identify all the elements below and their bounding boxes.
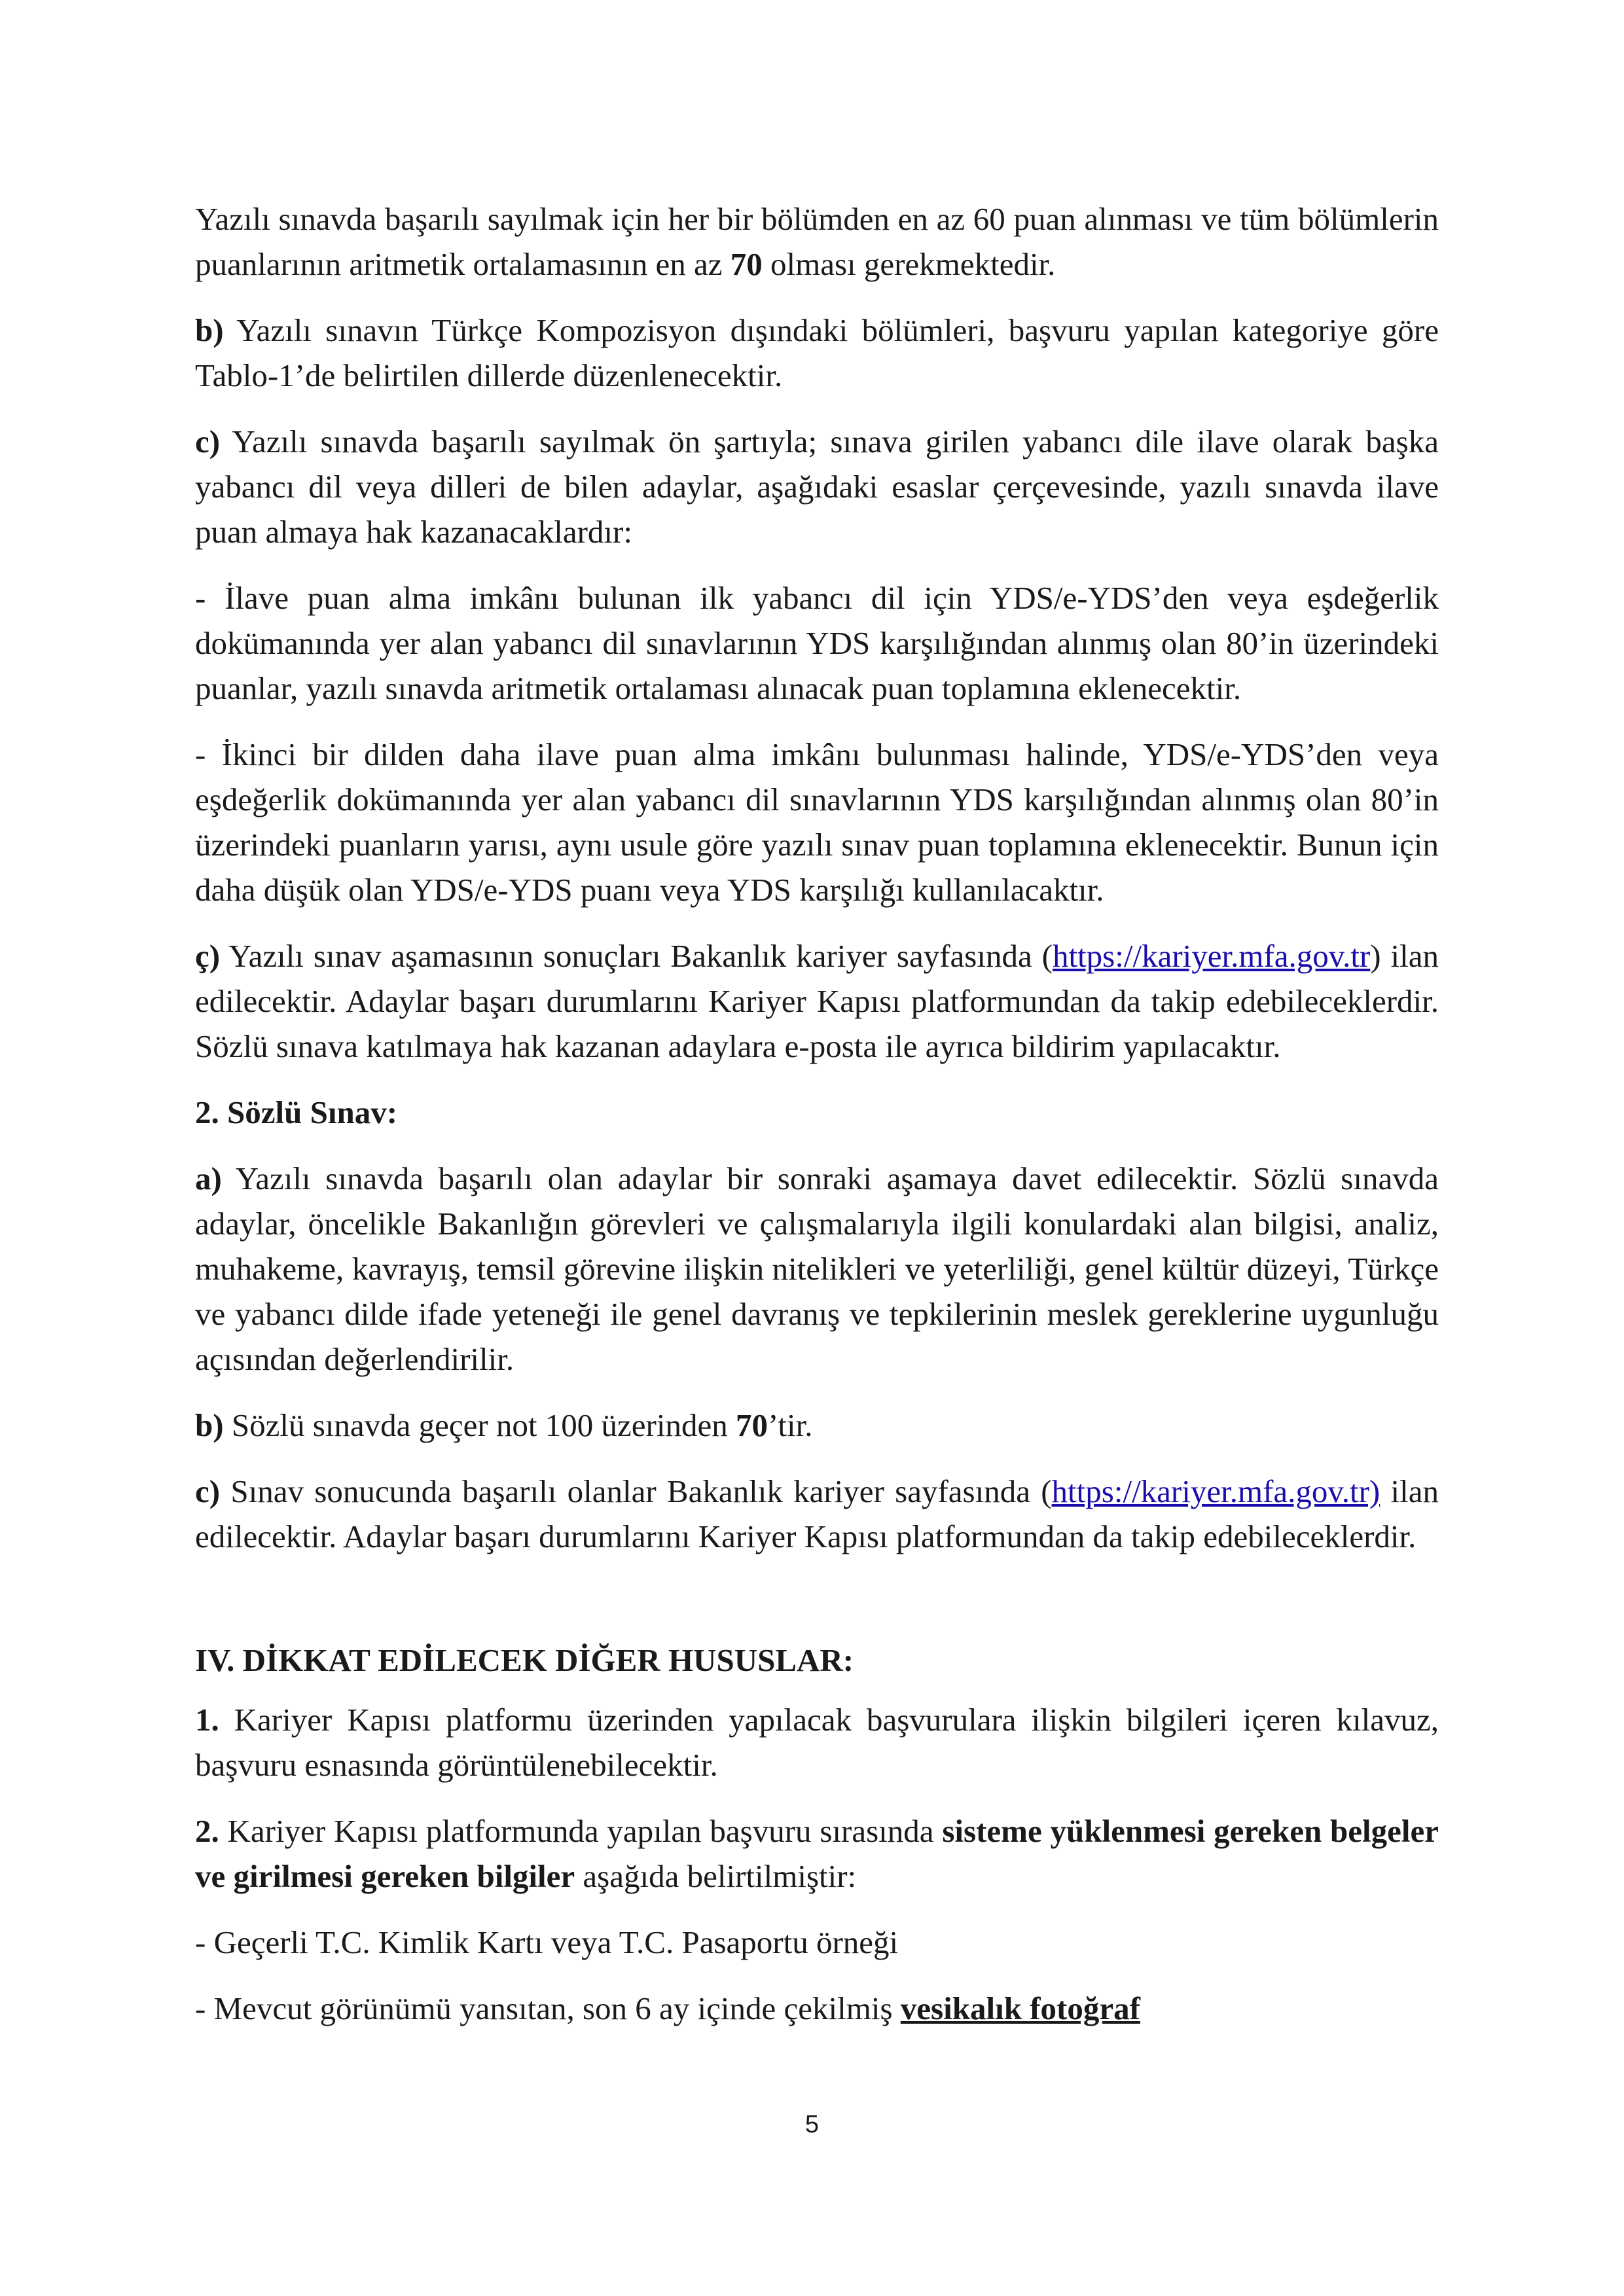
oral-exam-item-a: a) Yazılı sınavda başarılı olan adaylar bir sonraki aşamaya davet edilecektir. Sözlü sınavda adaylar, öncelikle Bakanlığın görevleri ve çalışmalarıyla ilgili konulardaki alan bilgisi, analiz, muhakeme, kavrayış, temsil görevine ilişkin nitelikleri ve yeterliliği, genel kültür düzeyi, Türkçe ve yabancı dilde ifade yeteneği ile genel davranış ve tepkilerinin meslek gereklerine uygunluğu açısından değerlendirilir. <box>195 1160 1439 1377</box>
document-page <box>195 196 1439 2052</box>
career-site-link[interactable]: https://kariyer.mfa.gov.tr <box>1052 938 1371 974</box>
written-exam-item-b: b) Yazılı sınavın Türkçe Kompozisyon dışındaki bölümleri, başvuru yapılan kategoriye göre Tablo-1’de belirtilen dillerde düzenlenecektir. <box>195 312 1439 393</box>
required-doc-photo: - Mevcut görünümü yansıtan, son 6 ay içinde çekilmiş vesikalık fotoğraf <box>195 1990 1140 2026</box>
oral-exam-item-b: b) Sözlü sınavda geçer not 100 üzerinden 70’tir. <box>195 1407 813 1443</box>
written-exam-item-c: c) Yazılı sınavda başarılı sayılmak ön şartıyla; sınava girilen yabancı dile ilave olarak başka yabancı dil veya dilleri de bilen adaylar, aşağıdaki esaslar çerçevesinde, yazılı sınavda ilave puan almaya hak kazanacaklardır: <box>195 423 1439 550</box>
extra-points-bullet-1: - İlave puan alma imkânı bulunan ilk yabancı dil için YDS/e-YDS’den veya eşdeğerlik dokümanında yer alan yabancı dil sınavlarının YDS karşılığından alınmış olan 80’in üzerindeki puanlar, yazılı sınavda aritmetik ortalaması alınacak puan toplamına eklenecektir. <box>195 580 1439 706</box>
page-number: 5 <box>804 2111 820 2138</box>
written-exam-pass-paragraph: Yazılı sınavda başarılı sayılmak için her bir bölümden en az 60 puan alınması ve tüm bölümlerin puanlarının aritmetik ortalamasının en az 70 olması gerekmektedir. <box>195 201 1439 282</box>
career-site-link-2[interactable]: https://kariyer.mfa.gov.tr) <box>1051 1473 1380 1509</box>
section-iv-heading: IV. DİKKAT EDİLECEK DİĞER HUSUSLAR: <box>195 1642 854 1678</box>
oral-exam-item-c: c) Sınav sonucunda başarılı olanlar Bakanlık kariyer sayfasında (https://kariyer.mfa.gov.tr) ilan edilecektir. Adaylar başarı durumlarını Kariyer Kapısı platformundan da takip edebileceklerdir. <box>195 1473 1439 1554</box>
required-doc-id: - Geçerli T.C. Kimlik Kartı veya T.C. Pasaportu örneği <box>195 1924 899 1960</box>
written-exam-item-cc: ç) Yazılı sınav aşamasının sonuçları Bakanlık kariyer sayfasında (https://kariyer.mfa.gov.tr) ilan edilecektir. Adaylar başarı durumlarını Kariyer Kapısı platformundan da takip edebileceklerdir. Sözlü sınava katılmaya hak kazanan adaylara e-posta ile ayrıca bildirim yapılacaktır. <box>195 938 1439 1064</box>
extra-points-bullet-2: - İkinci bir dilden daha ilave puan alma imkânı bulunması halinde, YDS/e-YDS’den veya eşdeğerlik dokümanında yer alan yabancı dil sınavlarının YDS karşılığından alınmış olan 80’in üzerindeki puanların yarısı, aynı usule göre yazılı sınav puan toplamına eklenecektir. Bunun için daha düşük olan YDS/e-YDS puanı veya YDS karşılığı kullanılacaktır. <box>195 736 1439 908</box>
section-iv-item-1: 1. Kariyer Kapısı platformu üzerinden yapılacak başvurulara ilişkin bilgileri içeren kılavuz, başvuru esnasında görüntülenebilecektir. <box>195 1702 1439 1783</box>
section-iv-item-2: 2. Kariyer Kapısı platformunda yapılan başvuru sırasında sisteme yüklenmesi gereken belgeler ve girilmesi gereken bilgiler aşağıda belirtilmiştir: <box>195 1813 1439 1894</box>
oral-exam-heading: 2. Sözlü Sınav: <box>195 1094 398 1130</box>
